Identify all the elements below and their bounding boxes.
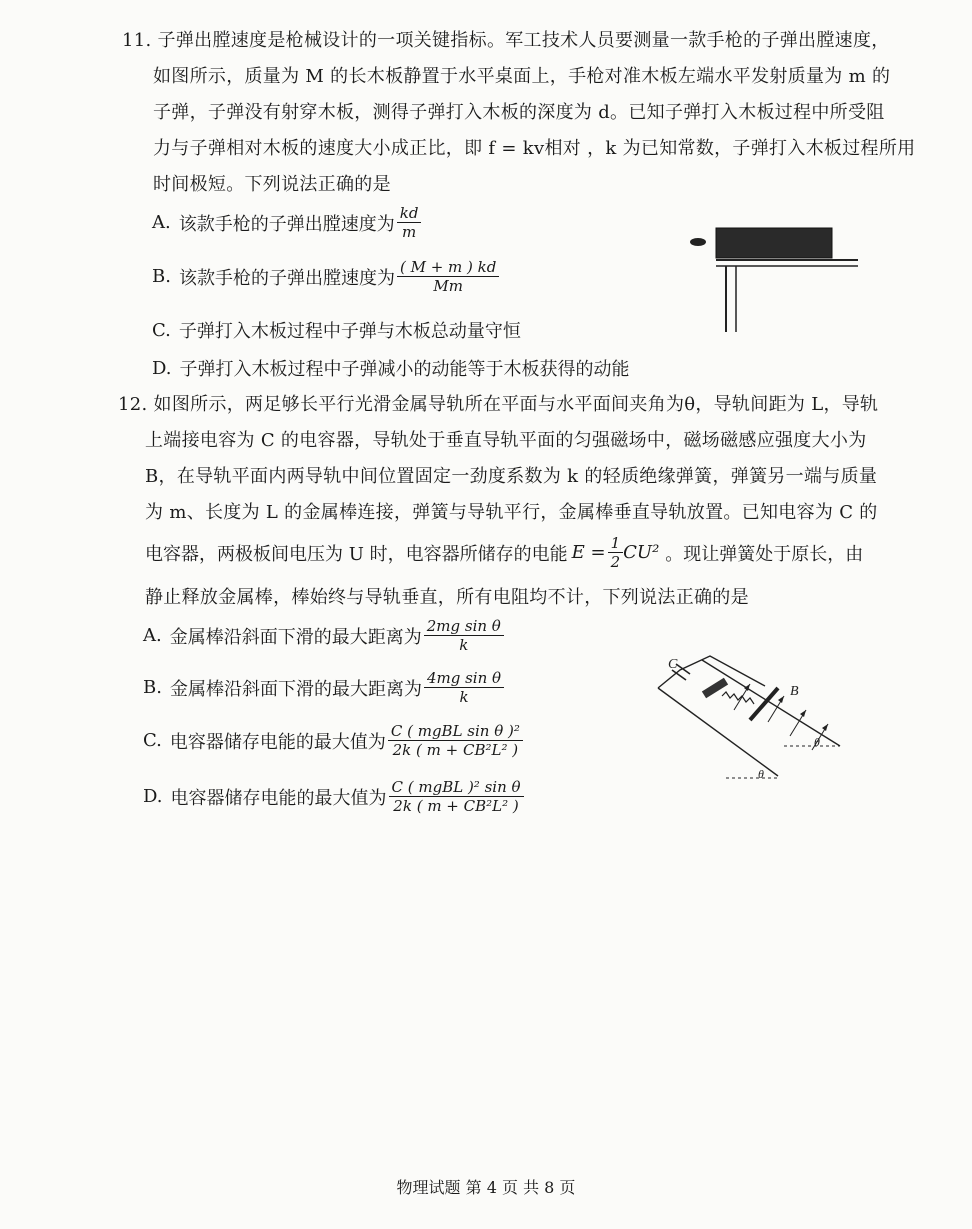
- fraction-denominator: 2k ( m + CB²L² ): [392, 741, 519, 759]
- fraction-denominator: Mm: [433, 277, 463, 295]
- fraction-denominator: m: [401, 223, 417, 241]
- q11-line-5: 时间极短。下列说法正确的是: [153, 174, 391, 195]
- q12-line-3: B，在导轨平面内两导轨中间位置固定一劲度系数为 k 的轻质绝缘弹簧，弹簧另一端与质量: [145, 466, 878, 487]
- option-text: 电容器储存电能的最大值为: [169, 731, 386, 753]
- fraction-numerator: C ( mgBL sin θ )²: [388, 722, 523, 741]
- fraction-numerator: 4mg sin θ: [424, 669, 504, 688]
- option-label: A.: [143, 625, 162, 646]
- fraction-denominator: k: [459, 688, 469, 706]
- q12-line-4: 为 m、长度为 L 的金属棒连接，弹簧与导轨平行，金属棒垂直导轨放置。已知电容为 C 的: [145, 502, 878, 523]
- option-label: B.: [143, 677, 162, 698]
- spring-anchor-shape: [702, 678, 728, 699]
- energy-line-after: 。现让弹簧处于原长，由: [665, 543, 864, 565]
- page-footer: 物理试题 第 4 页 共 8 页: [396, 1178, 576, 1197]
- q11-line-1: 11. 子弹出膛速度是枪械设计的一项关键指标。军工技术人员要测量一款手枪的子弹出膛速度，: [122, 30, 890, 51]
- fraction: [608, 534, 624, 571]
- rail-upper: [702, 660, 840, 746]
- bullet-icon: [690, 238, 706, 246]
- q12-option-c[interactable]: [143, 722, 523, 759]
- q11-line-3: 子弹，子弹没有射穿木板，测得子弹打入木板的深度为 d。已知子弹打入木板过程中所受阻: [153, 102, 885, 123]
- fraction-numerator: 2mg sin θ: [424, 617, 504, 636]
- capacitor-plate-2: [676, 664, 690, 674]
- fraction: [397, 258, 499, 295]
- fraction: [389, 778, 524, 815]
- option-label: D.: [152, 357, 172, 379]
- fraction-numerator: C ( mgBL )² sin θ: [389, 778, 524, 797]
- option-label: C.: [143, 730, 162, 751]
- spring-shape: [722, 692, 754, 704]
- option-text: 金属棒沿斜面下滑的最大距离为: [169, 626, 422, 648]
- q11-option-c[interactable]: [152, 317, 521, 343]
- energy-formula: CU²: [623, 542, 660, 563]
- fraction-numerator: ( M + m ) kd: [397, 258, 499, 277]
- fraction-numerator: kd: [397, 204, 422, 223]
- label-c: C: [668, 657, 678, 672]
- option-text: 电容器储存电能的最大值为: [170, 787, 387, 809]
- q12-line-6: 静止释放金属棒，棒始终与导轨垂直，所有电阻均不计，下列说法正确的是: [145, 587, 749, 608]
- board-shape: [716, 228, 832, 258]
- q11-figure-gun-board: [680, 222, 870, 340]
- q12-figure-rails: [650, 650, 850, 790]
- label-theta-lower: θ: [758, 767, 764, 781]
- option-label: A.: [152, 212, 171, 233]
- energy-line-before: 电容器，两极板间电压为 U 时，电容器所储存的电能: [145, 543, 568, 565]
- fraction: [397, 204, 422, 241]
- fraction: [388, 722, 523, 759]
- option-label: D.: [143, 786, 163, 807]
- fraction-numerator: 1: [608, 534, 624, 553]
- option-text: 子弹打入木板过程中子弹减小的动能等于木板获得的动能: [179, 359, 630, 380]
- option-label: B.: [152, 266, 171, 287]
- q12-energy-line: [145, 534, 863, 571]
- label-b: B: [790, 684, 799, 699]
- q12-line-1: 12. 如图所示，两足够长平行光滑金属导轨所在平面与水平面间夹角为θ，导轨间距为 L，导轨: [118, 394, 879, 415]
- fraction: [424, 617, 504, 654]
- option-text: 该款手枪的子弹出膛速度为: [178, 267, 395, 289]
- fraction-denominator: 2: [610, 553, 621, 571]
- energy-eq: E =: [571, 542, 606, 563]
- option-text: 金属棒沿斜面下滑的最大距离为: [169, 678, 422, 700]
- q11-line-2: 如图所示，质量为 M 的长木板静置于水平桌面上，手枪对准木板左端水平发射质量为 m 的: [153, 66, 891, 87]
- label-theta-upper: θ: [814, 735, 820, 749]
- q12-line-2: 上端接电容为 C 的电容器，导轨处于垂直导轨平面的匀强磁场中，磁场磁感应强度大小为: [145, 430, 867, 451]
- fraction-denominator: k: [459, 636, 469, 654]
- q12-option-b[interactable]: [143, 669, 504, 706]
- q11-option-a[interactable]: [152, 204, 421, 241]
- option-label: C.: [152, 319, 171, 341]
- q12-option-d[interactable]: [143, 778, 524, 815]
- fraction: [424, 669, 504, 706]
- rail-lower: [658, 688, 778, 776]
- q11-line-4: 力与子弹相对木板的速度大小成正比，即 f = kv相对 ，k 为已知常数，子弹打入木板过程所用: [153, 138, 916, 159]
- option-text: 该款手枪的子弹出膛速度为: [178, 213, 395, 235]
- q11-option-d[interactable]: [152, 355, 630, 381]
- option-text: 子弹打入木板过程中子弹与木板总动量守恒: [178, 321, 521, 342]
- fraction-denominator: 2k ( m + CB²L² ): [393, 797, 519, 815]
- q11-option-b[interactable]: [152, 258, 499, 295]
- q12-option-a[interactable]: [143, 617, 504, 654]
